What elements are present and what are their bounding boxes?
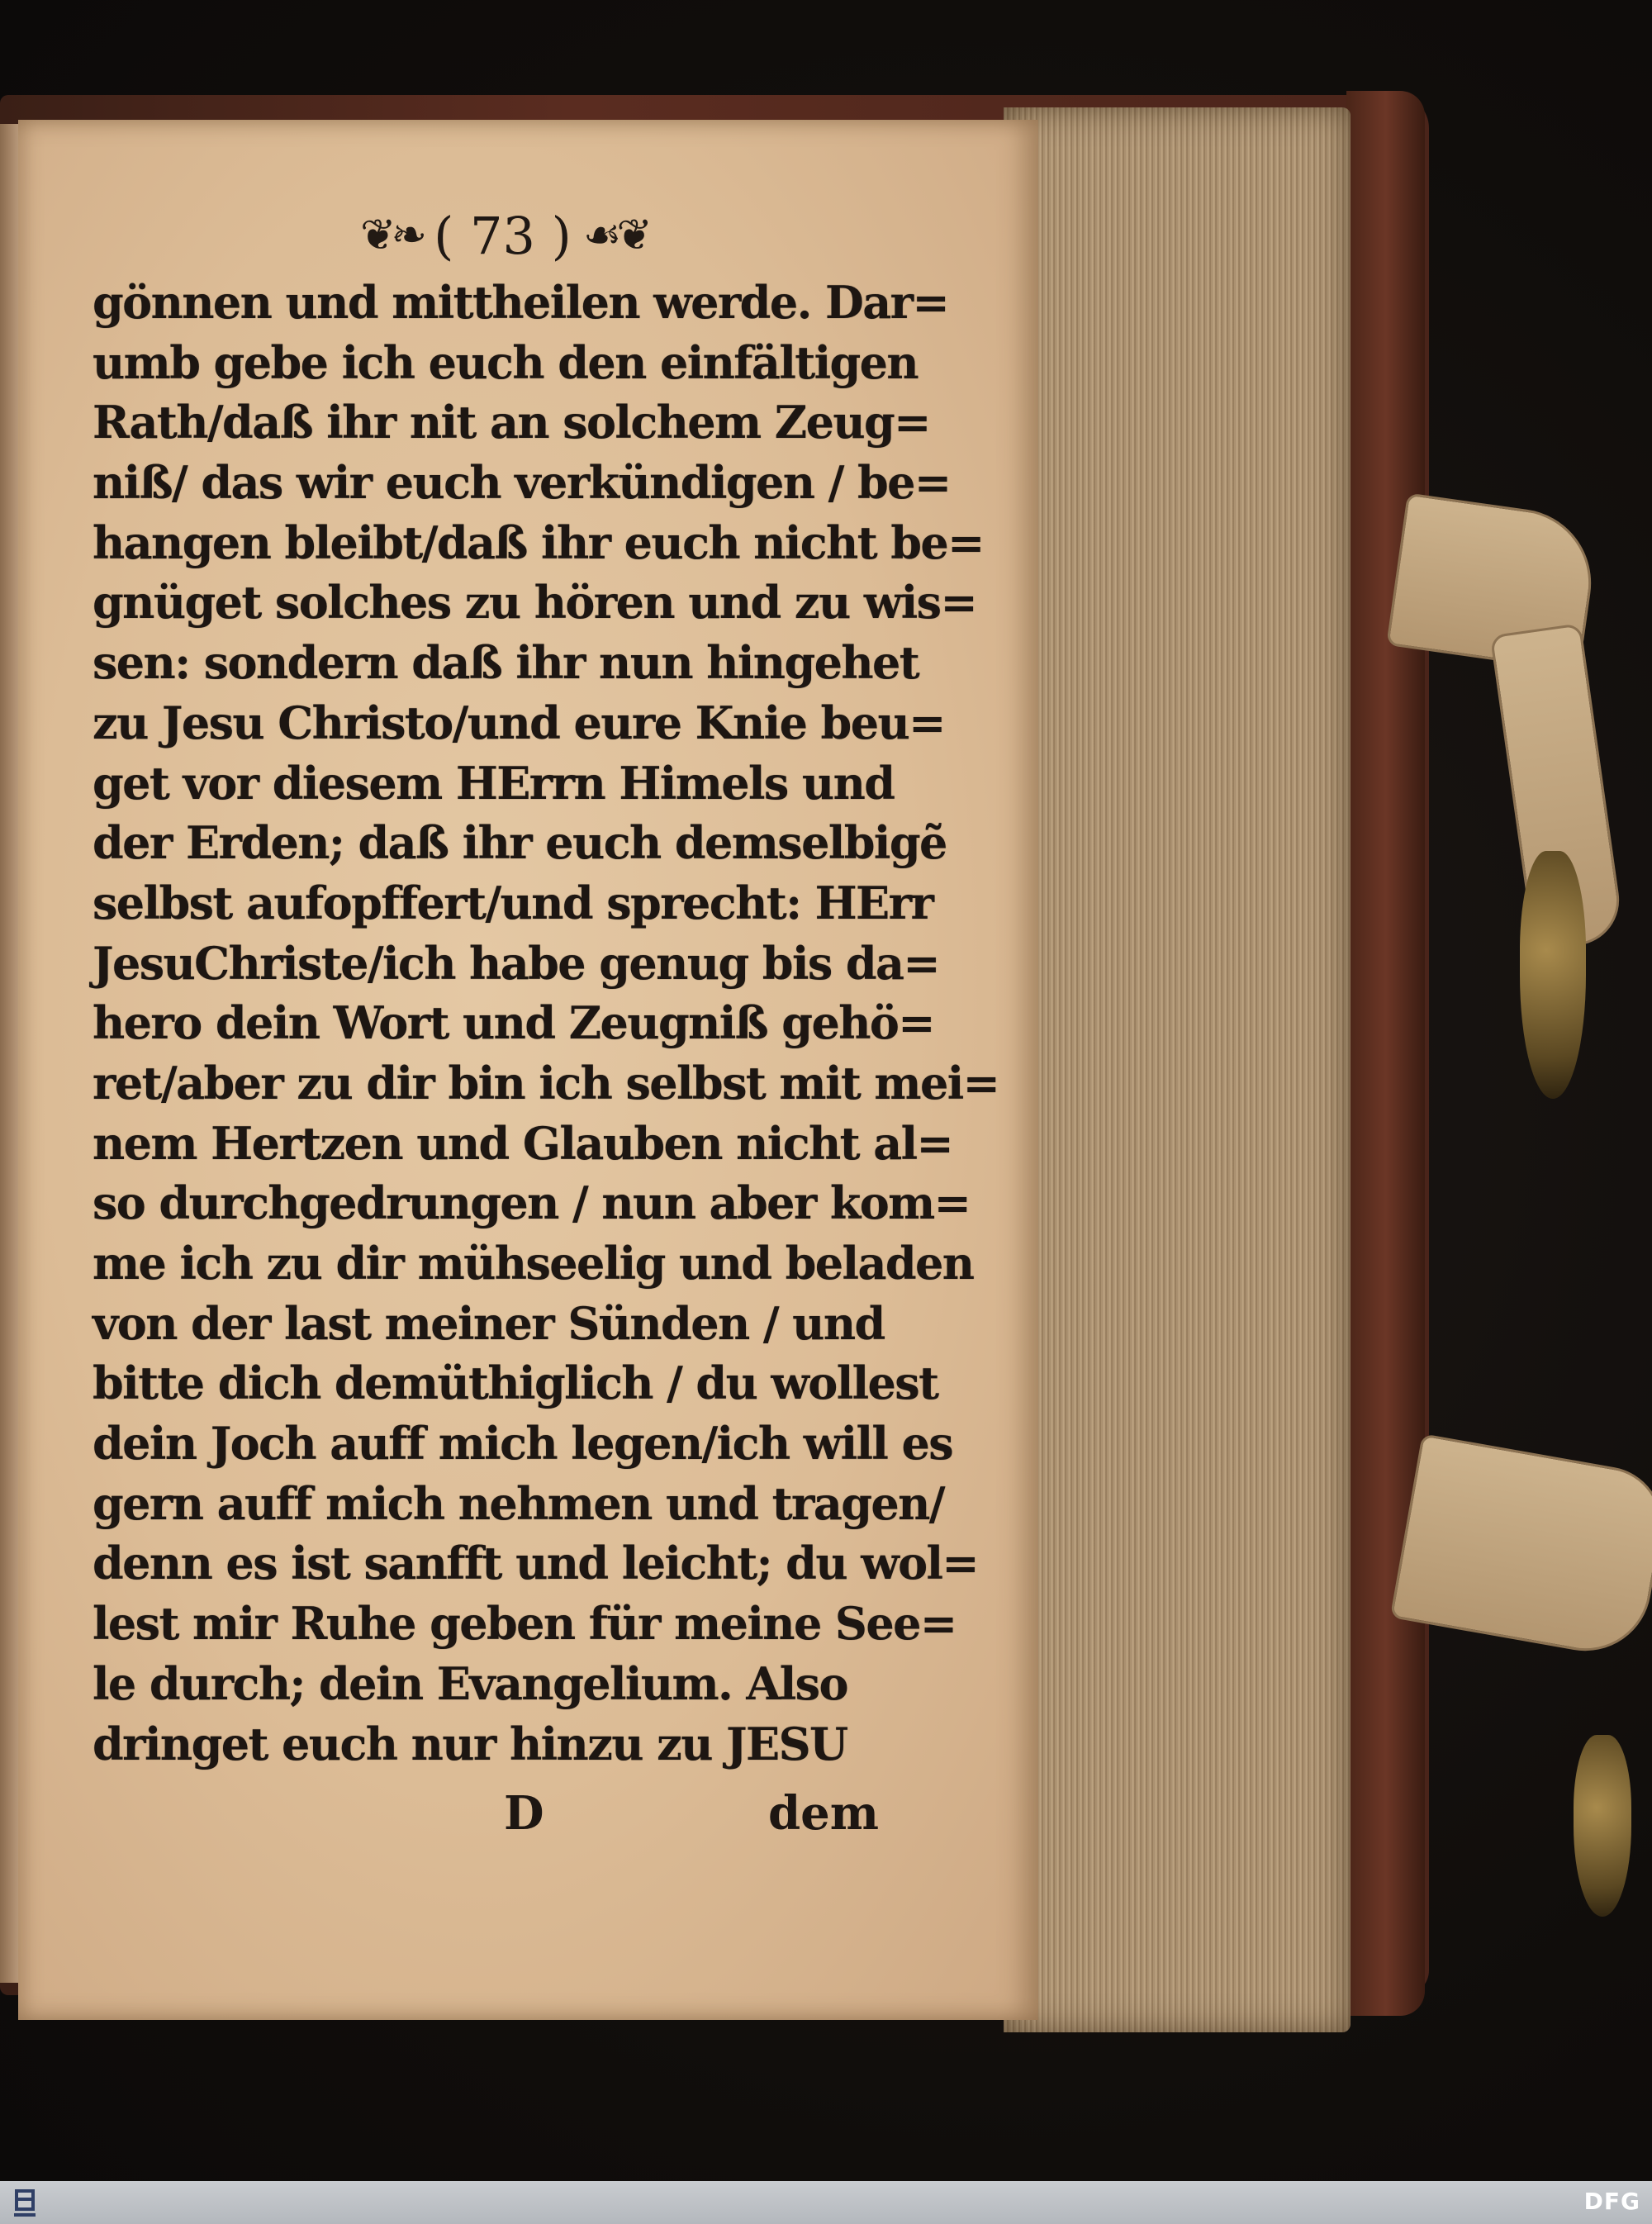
signature-mark: D (504, 1786, 544, 1841)
text-line: ret/aber zu dir bin ich selbst mit mei= (93, 1056, 999, 1110)
clasp-metal-top (1520, 851, 1586, 1099)
clasp-strap-bottom (1390, 1433, 1652, 1661)
text-line: gnüget solches zu hören und zu wis= (93, 576, 977, 630)
text-line: le durch; dein Evangelium. Also (93, 1656, 847, 1710)
text-line: get vor diesem HErrn Himels und (93, 756, 895, 810)
text-line: gern auff mich nehmen und tragen/ (93, 1476, 944, 1530)
text-line: hangen bleibt/daß ihr euch nicht be= (93, 516, 984, 569)
text-line: zu Jesu Christo/und eure Knie beu= (93, 696, 945, 749)
page-text (93, 273, 999, 1774)
ornament-left-icon: ❦❧ (359, 211, 423, 260)
text-line: sen: sondern daß ihr nun hingehet (93, 636, 919, 690)
text-line: lest mir Ruhe geben für meine See= (93, 1597, 957, 1651)
text-line: selbst aufopffert/und sprecht: HErr (93, 876, 933, 929)
page-header (322, 198, 686, 273)
footer-bar (0, 2181, 1652, 2224)
text-line: nem Hertzen und Glauben nicht al= (93, 1116, 953, 1170)
text-line: so durchgedrungen / nun aber kom= (93, 1176, 971, 1230)
catchword: dem (768, 1786, 880, 1841)
page-number: ( 73 ) (434, 205, 572, 266)
text-line: niß/ das wir euch verkündigen / be= (93, 456, 951, 510)
text-line: von der last meiner Sünden / und (93, 1296, 885, 1350)
dfg-logo: DFG (1583, 2188, 1640, 2215)
text-line: hero dein Wort und Zeugniß gehö= (93, 996, 934, 1050)
library-logo-icon (8, 2184, 41, 2222)
text-line: dein Joch auff mich legen/ich will es (93, 1417, 953, 1471)
text-line: JesuChriste/ich habe genug bis da= (93, 936, 940, 990)
text-line: der Erden; daß ihr euch demselbigẽ (93, 816, 947, 870)
text-line: umb gebe ich euch den einfältigen (93, 335, 919, 389)
text-line: me ich zu dir mühseelig und beladen (93, 1237, 974, 1290)
cover-edge (1346, 91, 1425, 2016)
page-block-edge (1004, 107, 1351, 2032)
text-line: Rath/daß ihr nit an solchem Zeug= (93, 396, 930, 449)
ornament-right-icon: ☙❦ (582, 211, 648, 260)
text-line: dringet euch nur hinzu zu JESU (93, 1717, 847, 1770)
text-line: denn es ist sanfft und leicht; du wol= (93, 1537, 979, 1590)
clasp-metal-bottom (1574, 1735, 1631, 1917)
text-line: bitte dich demüthiglich / du wollest (93, 1357, 938, 1410)
text-line: gönnen und mittheilen werde. Dar= (93, 276, 949, 329)
